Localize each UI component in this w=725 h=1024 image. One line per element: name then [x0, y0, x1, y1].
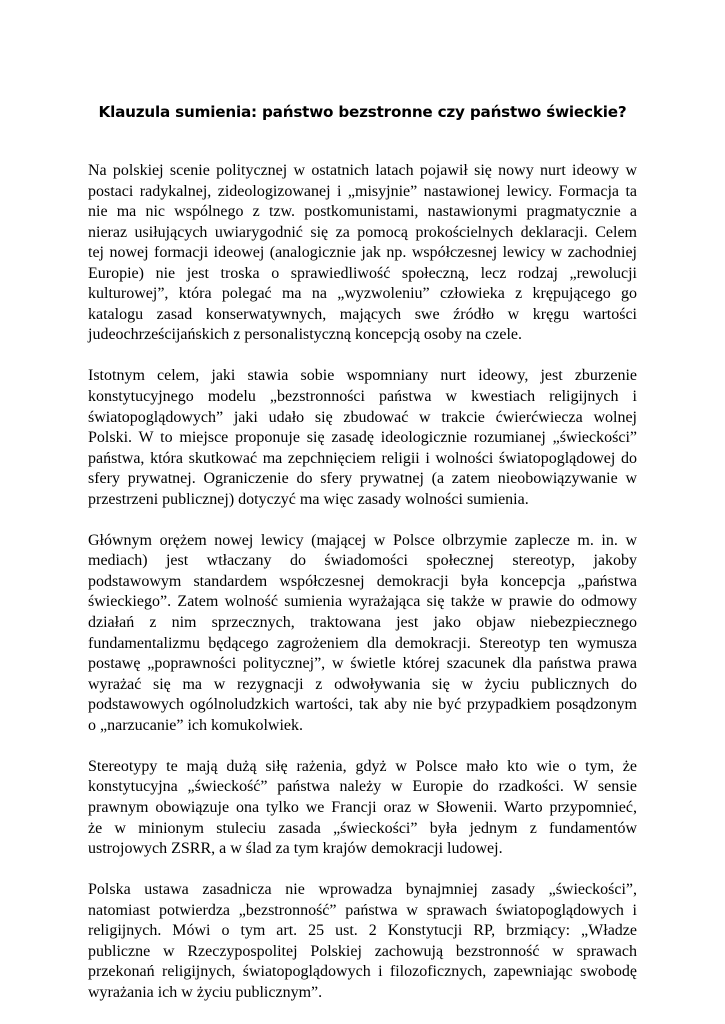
document-title: Klauzula sumienia: państwo bezstronne czy państwo świeckie? [98, 103, 627, 121]
text-line: konstytucyjna „świeckość” państwa należy w Europie do rzadkości. W sensie [88, 778, 637, 796]
text-line: postaci radykalnej, zideologizowanej i „misyjnie” nastawionej lewicy. Formacja ta [88, 182, 637, 200]
text-line: religijnych. Mówi o tym art. 25 ust. 2 Konstytucji RP, brzmiący: „Władze [88, 922, 637, 940]
text-line: ustrojowych ZSRR, a w ślad za tym krajów demokracji ludowej. [88, 840, 503, 858]
text-line: przekonań religijnych, światopoglądowych i filozoficznych, zapewniając swobodę [88, 963, 637, 981]
text-line: prawnym obowiązuje ona tylko we Francji oraz w Słowenii. Warto przypomnieć, [88, 798, 637, 816]
text-line: nieraz usiłujących uwiarygodnić się za pomocą prokościelnych deklaracji. Celem [88, 223, 637, 241]
text-line: Istotnym celem, jaki stawia sobie wspomniany nurt ideowy, jest zburzenie [88, 367, 637, 385]
text-line: świeckiego”. Zatem wolność sumienia wyrażająca się także w prawie do odmowy [88, 593, 637, 611]
text-line: wyrażać się ma w rezygnacji z odwoływania się w życiu publicznych do [88, 675, 637, 693]
text-line: podstawowych ogólnoludzkich wartości, tak aby nie być przypadkiem posądzonym [88, 696, 637, 714]
text-line: że w minionym stuleciu zasada „świeckości” była jednym z fundamentów [88, 819, 637, 837]
paragraph-5 [88, 880, 637, 1003]
text-line: Głównym orężem nowej lewicy (mającej w Polsce olbrzymie zaplecze m. in. w [88, 531, 637, 549]
paragraph-2 [88, 366, 637, 510]
paragraph-3 [88, 531, 637, 736]
text-line: nie ma nic wspólnego z tzw. postkomunistami, nastawionymi pragmatycznie a [88, 203, 637, 221]
text-line: Europie) nie jest troska o sprawiedliwość społeczną, lecz rodzaj „rewolucji [88, 264, 637, 282]
text-line: państwa, która skutkować ma zepchnięciem religii i wolności światopoglądowej do [88, 449, 637, 467]
text-line: przestrzeni publicznej) dotyczyć ma więc zasady wolności sumienia. [88, 490, 529, 508]
text-line: działań z nim sprzecznych, traktowana jest jako objaw niebezpiecznego [88, 614, 637, 632]
text-line: Na polskiej scenie politycznej w ostatnich latach pojawił się nowy nurt ideowy w [88, 162, 637, 179]
text-line: mediach) jest wtłaczany do świadomości społecznej stereotyp, jakoby [88, 552, 637, 570]
text-line: Stereotypy te mają dużą siłę rażenia, gdyż w Polsce mało kto wie o tym, że [88, 757, 637, 775]
text-line: natomiast potwierdza „bezstronność” państwa w sprawach światopoglądowych i [88, 901, 637, 919]
text-line: konstytucyjnego modelu „bezstronności państwa w kwestiach religijnych i [88, 388, 637, 406]
text-line: Polski. W to miejsce proponuje się zasadę ideologicznie rozumianej „świeckości” [88, 429, 637, 447]
document-body [88, 161, 637, 1024]
text-line: fundamentalizmu będącego zagrożeniem dla demokracji. Stereotyp ten wymusza [88, 634, 637, 652]
text-line: o „narzucanie” ich komukolwiek. [88, 716, 304, 734]
text-line: postawę „poprawności politycznej”, w świetle której szacunek dla państwa prawa [88, 655, 637, 673]
text-line: wyrażania ich w życiu publicznym”. [88, 983, 323, 1001]
text-line: światopoglądowych” jaki udało się zbudować w trakcie ćwierćwiecza wolnej [88, 408, 637, 426]
text-line: tej nowej formacji ideowej (analogicznie jak np. współczesnej lewicy w zachodniej [88, 244, 637, 262]
paragraph-1 [88, 161, 637, 346]
text-line: judeochrześcijańskich z personalistyczną koncepcją osoby na czele. [88, 326, 523, 344]
paragraph-4 [88, 757, 637, 860]
text-line: Polska ustawa zasadnicza nie wprowadza bynajmniej zasady „świeckości”, [88, 881, 637, 899]
text-line: publiczne w Rzeczypospolitej Polskiej zachowują bezstronność w sprawach [88, 942, 637, 960]
text-line: kulturowej”, która polegać ma na „wyzwoleniu” człowieka z krępującego go [88, 285, 637, 303]
text-line: sfery prywatnej. Ograniczenie do sfery prywatnej (a zatem nieobowiązywanie w [88, 470, 637, 488]
text-line: podstawowym standardem współczesnej demokracji była koncepcja „państwa [88, 572, 637, 590]
text-line: katalogu zasad konserwatywnych, mających swe źródło w kręgu wartości [88, 305, 637, 323]
